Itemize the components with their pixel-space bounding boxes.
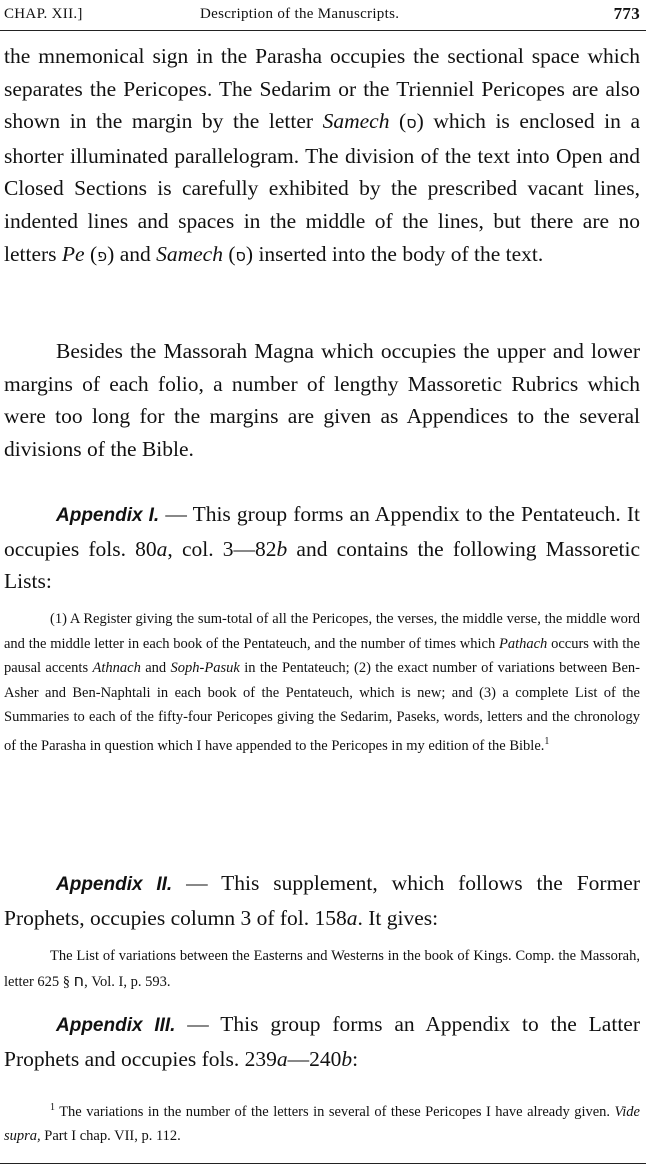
appendix-3-section bbox=[4, 1008, 640, 1075]
appendix-2-section bbox=[4, 867, 640, 934]
paragraph-2: Besides the Massorah Magna which occupies the upper and lower margins of each folio, a number of lengthy Massoretic Rubrics which were too long for the margins are given as Appendices to the several divisions of the Bible. bbox=[4, 339, 640, 461]
appendix-1-label: Appendix I. bbox=[56, 505, 160, 526]
appendix-1-section bbox=[4, 498, 640, 598]
appendix-1-paragraph: Appendix I. — This group forms an Appendix to the Pentateuch. It occupies fols. 80a, col. 3—82b and contains the following Massoretic Lists: bbox=[4, 502, 640, 594]
footnote-number: 1 bbox=[50, 1102, 55, 1113]
appendix-1-list bbox=[4, 607, 640, 758]
paragraph-1: the mnemonical sign in the Parasha occupies the sectional space which separates the Pericopes. The Sedarim or the Trienniel Pericopes are also shown in the margin by the letter Samech (ס) which is enclosed in a shorter illuminated parallelogram. The division of the text into Open and Closed Sections is carefully exhibited by the prescribed vacant lines, indented lines and spaces in the middle of the lines, but there are no letters Pe (פ) and Samech (ס) inserted into the body of the text. bbox=[4, 44, 640, 266]
paragraph-appendices-intro bbox=[4, 335, 640, 465]
hebrew-pe-glyph: פ bbox=[97, 245, 108, 265]
appendix-3-paragraph: Appendix III. — This group forms an Appendix to the Latter Prophets and occupies fols. 239a—240b: bbox=[4, 1012, 640, 1071]
appendix-2-label: Appendix II. bbox=[56, 874, 173, 895]
appendix-2-paragraph: Appendix II. — This supplement, which follows the Former Prophets, occupies column 3 of fol. 158a. It gives: bbox=[4, 871, 640, 930]
running-head bbox=[4, 4, 640, 28]
bottom-rule bbox=[0, 1163, 646, 1164]
appendix-2-list bbox=[4, 944, 640, 994]
paragraph-continuation bbox=[4, 40, 640, 272]
appendix-1-note: (1) A Register giving the sum-total of all the Pericopes, the verses, the middle verse, the middle word and the middle letter in each book of the Pentateuch, and the number of times which Pathach occurs with the pausal accents Athnach and Soph-Pasuk in the Pentateuch; (2) the exact number of variations between Ben-Asher and Ben-Naphtali in each book of the Pentateuch, which is new; and (3) a complete List of the Summaries to each of the fifty-four Pericopes giving the Sedarim, Paseks, words, letters and the chronology of the Parasha in question which I have appended to the Pericopes in my edition of the Bible.$^1$ bbox=[4, 611, 640, 754]
appendix-2-note: The List of variations between the Easterns and Westerns in the book of Kings. Comp. the Massorah, letter ח § 625, Vol. I, p. 593. bbox=[4, 948, 640, 990]
footnote-text: $^1$ The variations in the number of the letters in several of these Pericopes I have already given. Vide supra, Part I chap. VII, p. 112. bbox=[4, 1102, 640, 1145]
footnote bbox=[4, 1096, 640, 1149]
appendix-3-label: Appendix III. bbox=[56, 1015, 176, 1036]
hebrew-samech-glyph: ס bbox=[235, 245, 246, 265]
page-number: 773 bbox=[613, 4, 640, 23]
running-title: Description of the Manuscripts. bbox=[200, 6, 400, 22]
footnote-marker: 1 bbox=[544, 735, 550, 747]
hebrew-samech-glyph: ס bbox=[406, 113, 417, 133]
chapter-marker: CHAP. XII.] bbox=[4, 6, 83, 22]
header-rule bbox=[0, 30, 646, 31]
hebrew-heth-glyph: ח bbox=[73, 970, 85, 990]
